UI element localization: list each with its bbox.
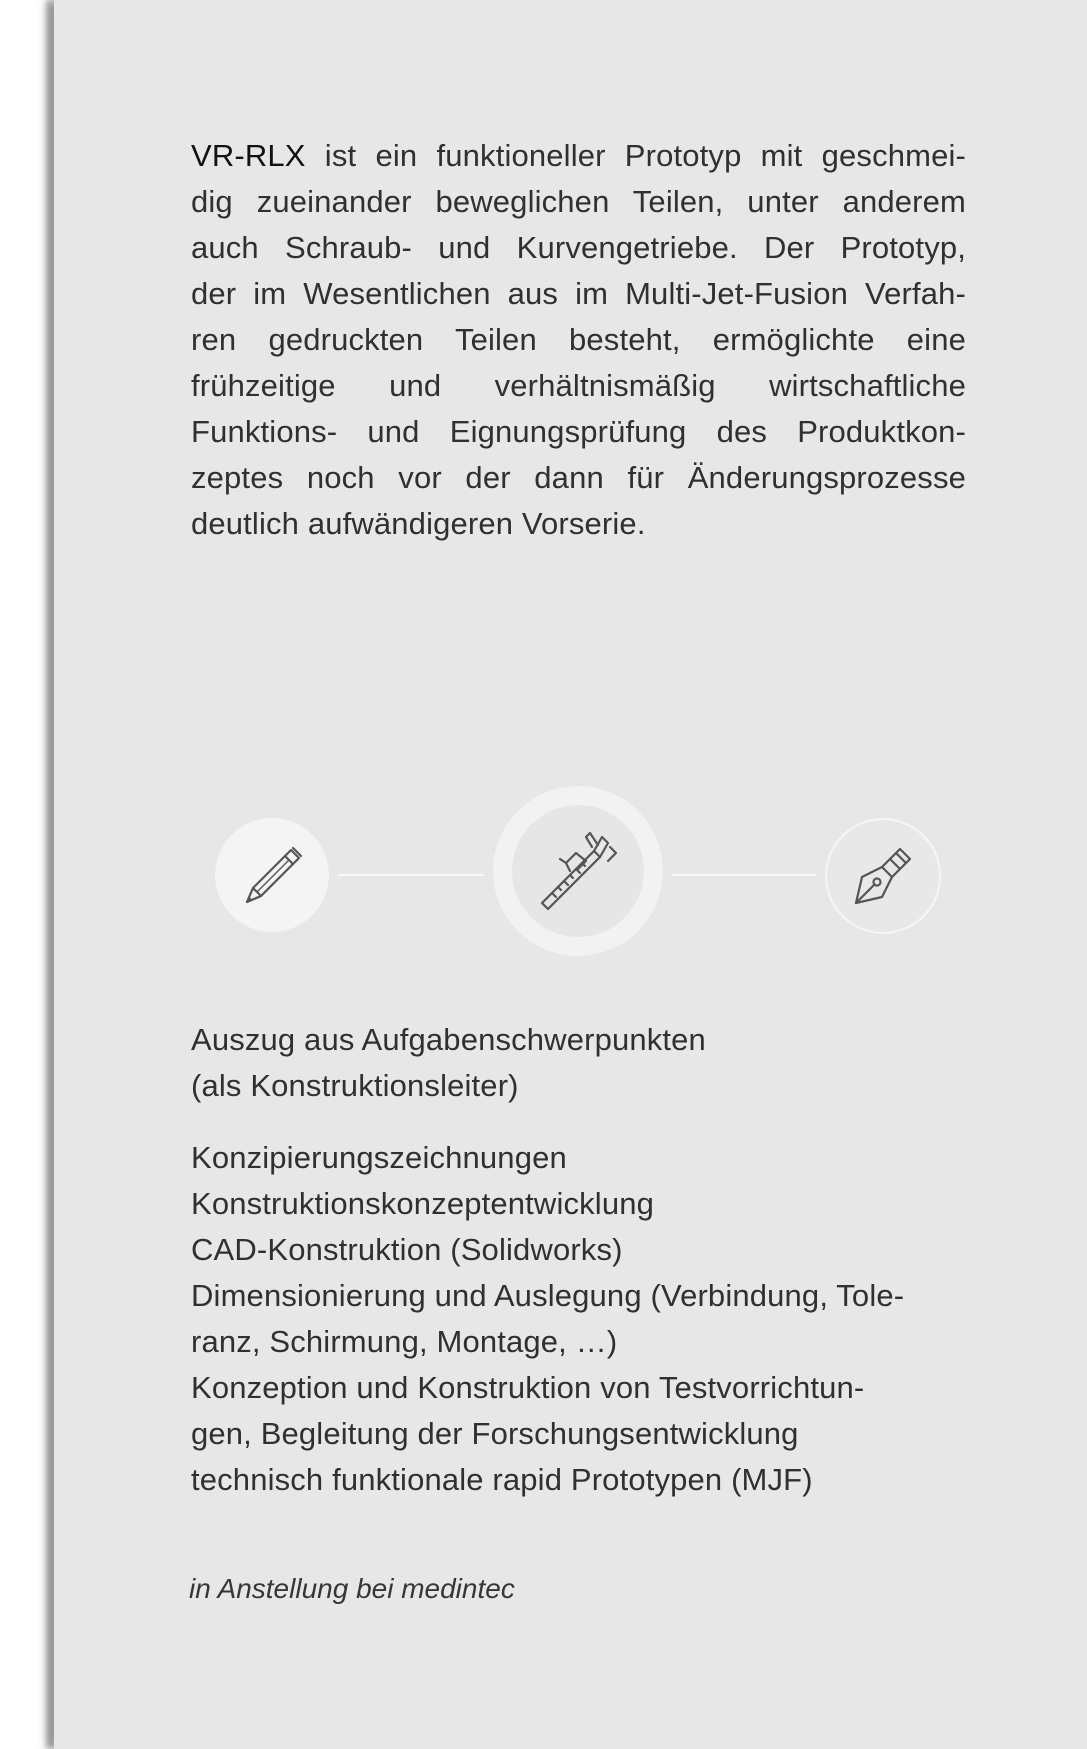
- step-connector: [338, 874, 484, 876]
- task-item: Konzipierungszeichnungen: [191, 1140, 567, 1175]
- task-item: ranz, Schirmung, Montage, …): [191, 1324, 618, 1359]
- step-sketch: [215, 818, 329, 932]
- process-steps: [0, 786, 1087, 966]
- task-item: Konzeption und Konstruktion von Testvorrichtun-: [191, 1370, 865, 1405]
- task-item: CAD-Konstruktion (Solidworks): [191, 1232, 623, 1267]
- intro-line: auch Schraub- und Kurvengetriebe. Der Prototyp,: [191, 230, 966, 265]
- step-design: [825, 818, 941, 934]
- intro-line: frühzeitige und verhältnismäßig wirtschaftliche: [191, 368, 966, 403]
- task-item: Dimensionierung und Auslegung (Verbindung, Tole-: [191, 1278, 905, 1313]
- step-connector: [672, 874, 816, 876]
- intro-line: Funktions- und Eignungsprüfung des Produktkon-: [191, 414, 966, 449]
- fountain-pen-icon: [846, 839, 920, 913]
- pencil-icon: [233, 836, 311, 914]
- task-item: gen, Begleitung der Forschungsentwicklung: [191, 1416, 799, 1451]
- intro-paragraph: [191, 133, 966, 547]
- tasks-subheading: (als Konstruktionsleiter): [191, 1068, 519, 1103]
- intro-line: dig zueinander beweglichen Teilen, unter anderem: [191, 184, 966, 219]
- task-item: Konstruktionskonzeptentwicklung: [191, 1186, 655, 1221]
- caliper-icon: [530, 823, 626, 919]
- intro-line: VR-RLX ist ein funktioneller Prototyp mit geschmei-: [191, 138, 966, 173]
- product-name: VR-RLX: [191, 138, 306, 173]
- step-construction: [493, 786, 663, 956]
- intro-line: ren gedruckten Teilen besteht, ermöglichte eine: [191, 322, 966, 357]
- step-construction-inner: [512, 805, 644, 937]
- tasks-heading: Auszug aus Aufgabenschwerpunkten: [191, 1022, 706, 1057]
- intro-line: deutlich aufwändigeren Vorserie.: [191, 506, 646, 541]
- intro-line: zeptes noch vor der dann für Änderungsprozesse: [191, 460, 966, 495]
- intro-line: der im Wesentlichen aus im Multi-Jet-Fusion Verfah-: [191, 276, 966, 311]
- task-item: technisch funktionale rapid Prototypen (MJF): [191, 1462, 813, 1497]
- employment-note: in Anstellung bei medintec: [189, 1573, 515, 1604]
- tasks-section: [191, 1017, 966, 1503]
